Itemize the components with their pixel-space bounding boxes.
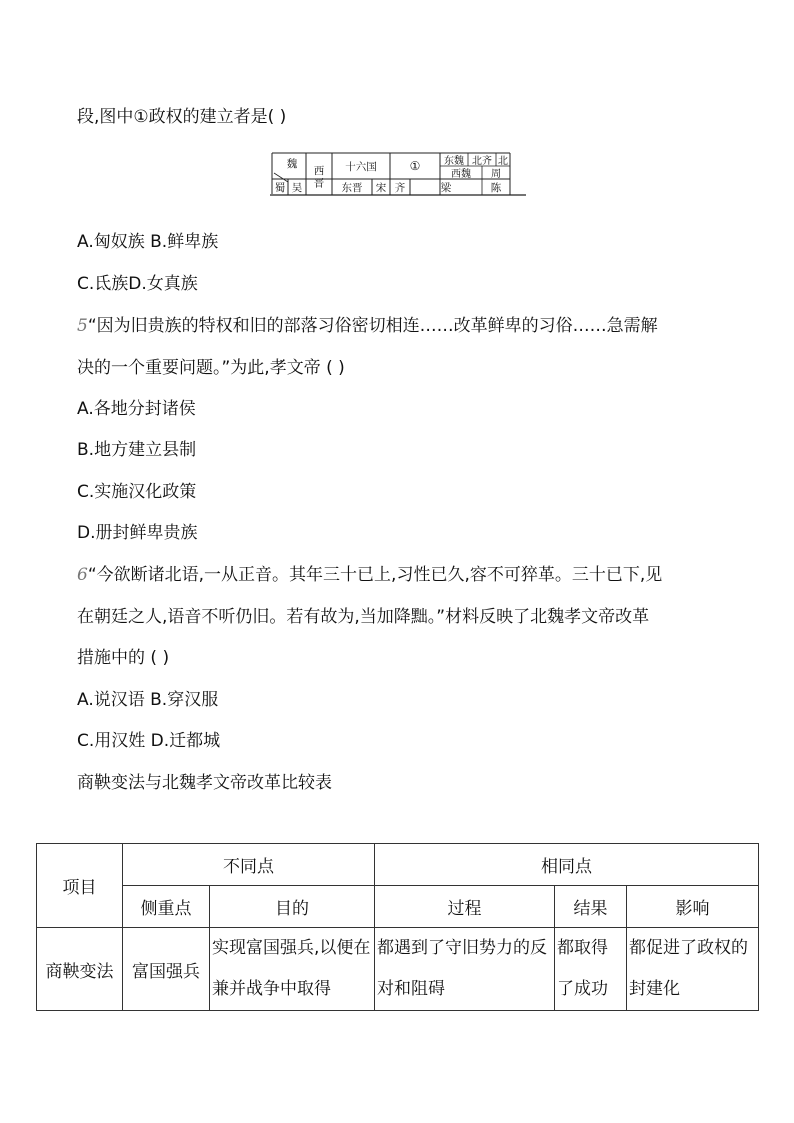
dynasty-timeline	[270, 152, 526, 196]
tl-dongwei: 东魏	[444, 156, 464, 167]
table-header-row-2	[37, 886, 759, 928]
tl-beiqi: 北齐	[472, 156, 492, 167]
q6-stem-line2: 在朝廷之人,语音不听仍旧。若有故为,当加降黜。”材料反映了北魏孝文帝改革	[77, 607, 650, 627]
cell-process: 都遇到了守旧势力的反对和阻碍	[375, 928, 555, 1011]
tl-xijin: 西晋	[312, 164, 325, 190]
q6-option-cd: C.用汉姓 D.迁都城	[77, 731, 221, 751]
th-process: 过程	[375, 886, 555, 928]
tl-bei: 北	[498, 156, 508, 167]
th-focus: 侧重点	[123, 886, 210, 928]
tl-shiliuguo: 十六国	[345, 160, 377, 173]
q5-option-d: D.册封鲜卑贵族	[77, 523, 198, 543]
table-caption: 商鞅变法与北魏孝文帝改革比较表	[77, 773, 332, 793]
q6-stem-line3: 措施中的 ( )	[77, 648, 170, 668]
q5-option-b: B.地方建立县制	[77, 440, 197, 460]
th-difference: 不同点	[123, 844, 375, 886]
cell-row-name: 商鞅变法	[37, 928, 123, 1011]
question-4-stem-end: 段,图中①政权的建立者是( )	[77, 107, 287, 127]
tl-zhou: 周	[491, 169, 501, 180]
tl-shu: 蜀	[274, 182, 286, 194]
comparison-table	[36, 843, 759, 1011]
cell-focus: 富国强兵	[123, 928, 210, 1011]
q5-stem-line1	[77, 314, 658, 338]
table-row	[37, 928, 759, 1011]
tl-regime-1: ①	[409, 159, 421, 173]
q4-option-cd: C.氐族D.女真族	[77, 274, 198, 294]
q6-text1: “今欲断诸北语,一从正音。其年三十已上,习性已久,容不可猝革。三十已下,见	[87, 565, 663, 585]
q6-option-ab: A.说汉语 B.穿汉服	[77, 690, 219, 710]
q4-option-ab: A.匈奴族 B.鲜卑族	[77, 232, 219, 252]
tl-wei: 魏	[286, 157, 298, 170]
th-similarity: 相同点	[375, 844, 759, 886]
table-header-row-1	[37, 844, 759, 886]
cell-effect: 都促进了政权的封建化	[627, 928, 759, 1011]
tl-qi: 齐	[394, 182, 406, 194]
tl-chen: 陈	[490, 182, 502, 194]
th-result: 结果	[555, 886, 627, 928]
tl-xiwei: 西魏	[451, 169, 471, 180]
q5-option-a: A.各地分封诸侯	[77, 399, 196, 419]
q6-stem-line1	[77, 563, 662, 587]
tl-liang: 梁	[440, 182, 452, 194]
q5-number: 5	[77, 316, 88, 336]
q5-option-c: C.实施汉化政策	[77, 482, 197, 502]
q5-stem-line2: 决的一个重要问题。”为此,孝文帝 ( )	[77, 358, 345, 378]
q6-number: 6	[77, 565, 88, 585]
th-effect: 影响	[627, 886, 759, 928]
th-purpose: 目的	[210, 886, 375, 928]
tl-wu: 吴	[291, 182, 303, 194]
tl-dongjin: 东晋	[341, 182, 363, 194]
q5-text1: “因为旧贵族的特权和旧的部落习俗密切相连……改革鲜卑的习俗……急需解	[87, 316, 658, 336]
cell-result: 都取得了成功	[555, 928, 627, 1011]
th-item: 项目	[37, 844, 123, 928]
tl-song: 宋	[375, 182, 387, 194]
cell-purpose: 实现富国强兵,以便在兼并战争中取得	[210, 928, 375, 1011]
